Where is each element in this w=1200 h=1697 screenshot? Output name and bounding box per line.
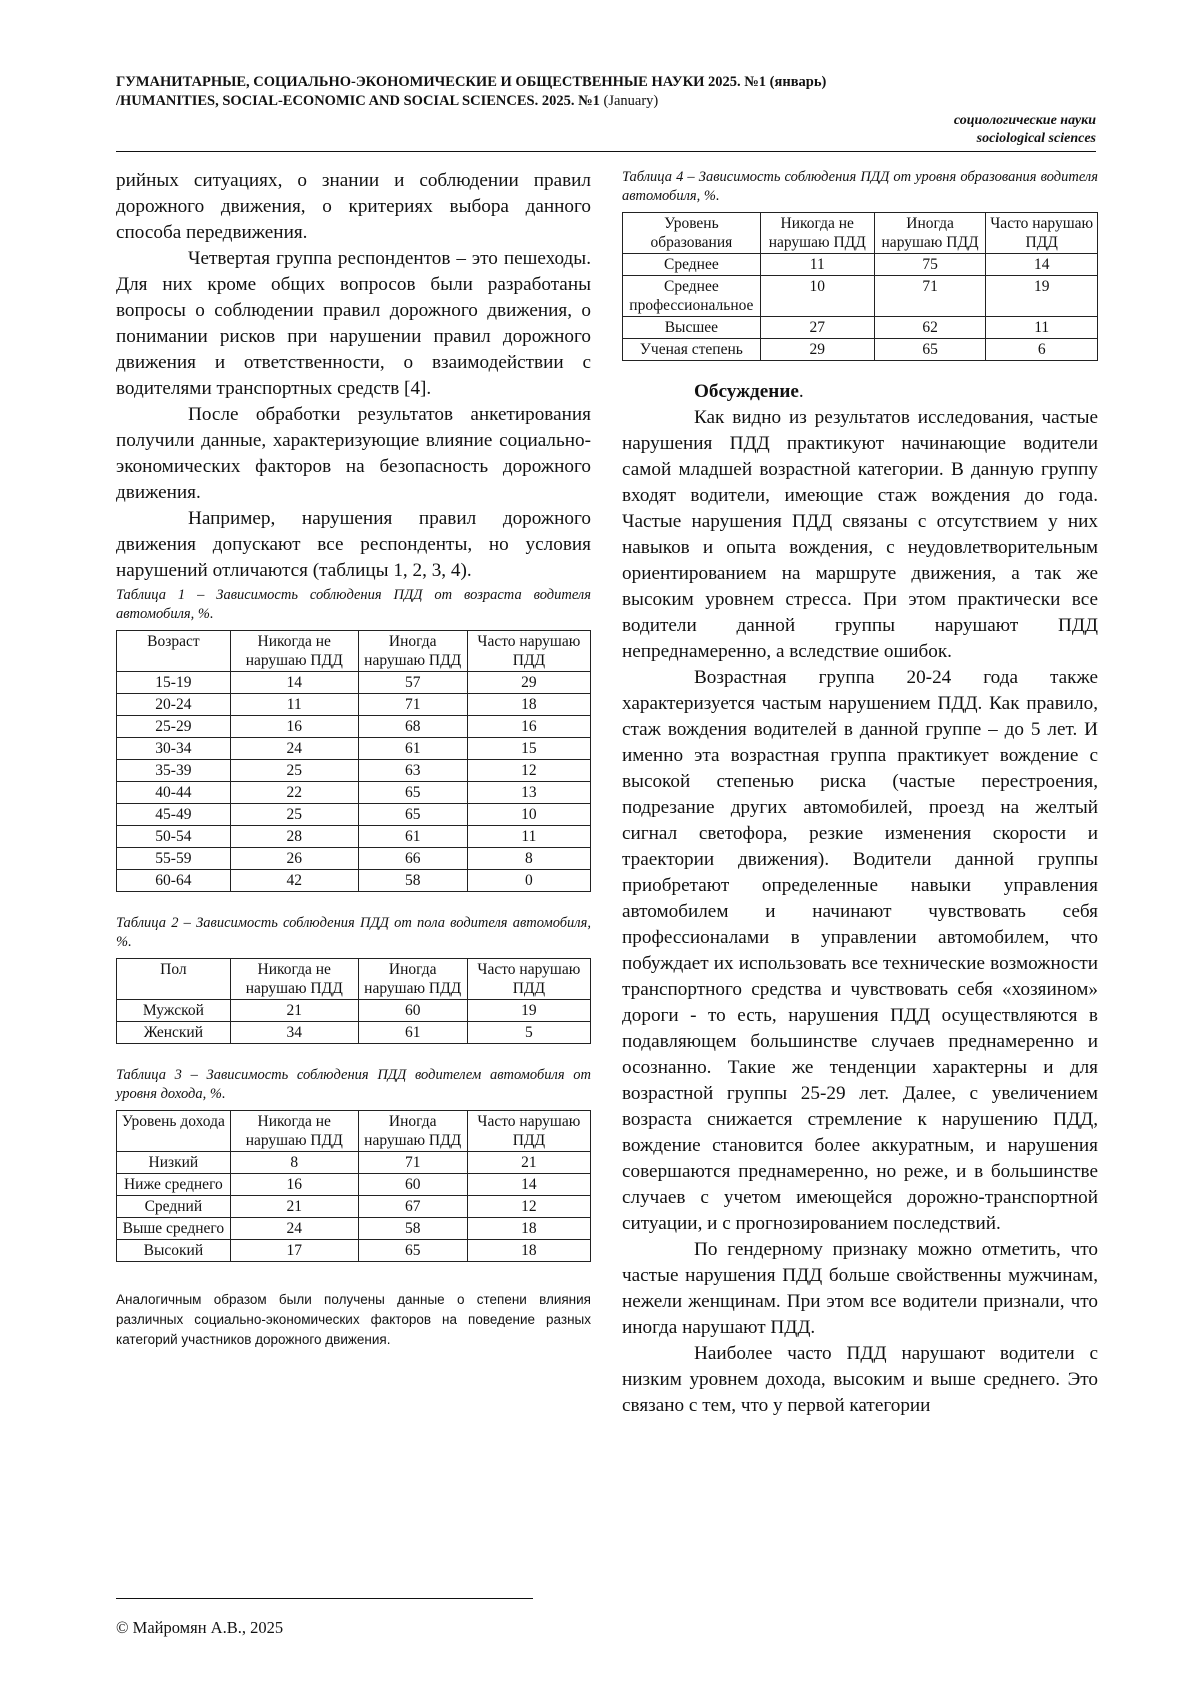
table1-cell: 71: [358, 694, 467, 716]
table2-cell: 21: [230, 1000, 358, 1022]
table1-cell: 45-49: [117, 804, 231, 826]
table2-header-cell: Часто нарушаю ПДД: [467, 959, 590, 1000]
table3-row: [117, 1218, 591, 1240]
journal-title-en-main: /HUMANITIES, SOCIAL-ECONOMIC AND SOCIAL SCIENCES. 2025. №1: [116, 93, 600, 109]
footnote-divider: [116, 1598, 533, 1599]
table4-cell: 11: [760, 254, 874, 276]
table1-header-cell: Возраст: [117, 631, 231, 672]
table1-cell: 25-29: [117, 716, 231, 738]
discussion-heading-dot: .: [798, 381, 804, 402]
right-column: [622, 168, 1098, 1419]
table1-cell: 15-19: [117, 672, 231, 694]
table1-cell: 57: [358, 672, 467, 694]
table4-cell: 10: [760, 276, 874, 317]
table2-cell: Женский: [117, 1022, 231, 1044]
table1-cell: 61: [358, 738, 467, 760]
subject-ru: социологические науки: [953, 113, 1096, 128]
subject-label: [954, 112, 1096, 148]
table1-body: [117, 672, 591, 892]
table1-cell: 60-64: [117, 870, 231, 892]
table4-header-cell: Никогда не нарушаю ПДД: [760, 213, 874, 254]
right-paragraph-3: По гендерному признаку можно отметить, что частые нарушения ПДД больше свойственны мужчинам, нежели женщинам. При этом все водители признали, что иногда нарушают ПДД.: [622, 1239, 1098, 1338]
table3-cell: Высокий: [117, 1240, 231, 1262]
table1-cell: 35-39: [117, 760, 231, 782]
table1-cell: 16: [467, 716, 590, 738]
table1-cell: 22: [230, 782, 358, 804]
table3: [116, 1110, 591, 1262]
table3-cell: Ниже среднего: [117, 1174, 231, 1196]
table1-cell: 58: [358, 870, 467, 892]
table4-row: [623, 254, 1098, 276]
table3-cell: 71: [358, 1152, 467, 1174]
discussion-heading: [622, 379, 1098, 405]
table3-cell: 21: [230, 1196, 358, 1218]
table4-caption: Таблица 4 – Зависимость соблюдения ПДД от уровня образования водителя автомобиля, %.: [622, 169, 1098, 204]
table4-row: [623, 339, 1098, 361]
table3-cell: 65: [358, 1240, 467, 1262]
table2-row: [117, 1022, 591, 1044]
table4-cell: Ученая степень: [623, 339, 761, 361]
table4-cell: Высшее: [623, 317, 761, 339]
table3-cell: 60: [358, 1174, 467, 1196]
table3-cell: 12: [467, 1196, 590, 1218]
table1-cell: 26: [230, 848, 358, 870]
table1-cell: 20-24: [117, 694, 231, 716]
left-paragraph-3: После обработки результатов анкетирования получили данные, характеризующие влияние социально-экономических факторов на безопасность дорожного движения.: [116, 404, 591, 503]
table1-cell: 65: [358, 804, 467, 826]
table1-header-cell: Часто нарушаю ПДД: [467, 631, 590, 672]
table3-header: [117, 1111, 591, 1152]
table1-cell: 16: [230, 716, 358, 738]
table1-cell: 68: [358, 716, 467, 738]
table3-row: [117, 1174, 591, 1196]
table4-row: [623, 276, 1098, 317]
journal-header: [116, 73, 1096, 111]
table2-header-cell: Иногда нарушаю ПДД: [358, 959, 467, 1000]
table2: [116, 958, 591, 1044]
table3-cell: 17: [230, 1240, 358, 1262]
table3-header-cell: Иногда нарушаю ПДД: [358, 1111, 467, 1152]
table2-cell: 34: [230, 1022, 358, 1044]
table3-header-cell: Часто нарушаю ПДД: [467, 1111, 590, 1152]
table1-cell: 10: [467, 804, 590, 826]
table2-header-cell: Пол: [117, 959, 231, 1000]
table4-cell: 27: [760, 317, 874, 339]
table3-cell: 18: [467, 1240, 590, 1262]
table1-cell: 15: [467, 738, 590, 760]
right-paragraph-4: Наиболее часто ПДД нарушают водители с низким уровнем дохода, высоким и выше среднего. Это связано с тем, что у первой категории: [622, 1343, 1098, 1416]
table2-row: [117, 1000, 591, 1022]
table1-row: [117, 826, 591, 848]
table1-row: [117, 848, 591, 870]
table4-cell: 19: [986, 276, 1098, 317]
table1-cell: 25: [230, 760, 358, 782]
left-paragraph-1: рийных ситуациях, о знании и соблюдении правил дорожного движения, о критериях выбора данного способа передвижения.: [116, 170, 591, 243]
table1-header-cell: Иногда нарушаю ПДД: [358, 631, 467, 672]
table4-cell: 29: [760, 339, 874, 361]
table1-caption: Таблица 1 – Зависимость соблюдения ПДД от возраста водителя автомобиля, %.: [116, 587, 591, 622]
table3-caption: Таблица 3 – Зависимость соблюдения ПДД водителем автомобиля от уровня дохода, %.: [116, 1067, 591, 1102]
table1-cell: 18: [467, 694, 590, 716]
table1-cell: 12: [467, 760, 590, 782]
table4-cell: Среднее профессиональное: [623, 276, 761, 317]
table1-row: [117, 760, 591, 782]
table3-header-cell: Уровень дохода: [117, 1111, 231, 1152]
table1-row: [117, 694, 591, 716]
table1-row: [117, 672, 591, 694]
table3-cell: 8: [230, 1152, 358, 1174]
table1-cell: 30-34: [117, 738, 231, 760]
table1-header-cell: Никогда не нарушаю ПДД: [230, 631, 358, 672]
table1-cell: 25: [230, 804, 358, 826]
table3-cell: 21: [467, 1152, 590, 1174]
table4-row: [623, 317, 1098, 339]
table2-header: [117, 959, 591, 1000]
table4-header-cell: Часто нарушаю ПДД: [986, 213, 1098, 254]
table4-cell: Среднее: [623, 254, 761, 276]
left-column: [116, 168, 591, 1350]
table4-header-cell: Уровень образования: [623, 213, 761, 254]
journal-title-en: [116, 92, 1096, 111]
table3-cell: Низкий: [117, 1152, 231, 1174]
table3-header-cell: Никогда не нарушаю ПДД: [230, 1111, 358, 1152]
table4-cell: 65: [874, 339, 986, 361]
right-paragraph-1: Как видно из результатов исследования, частые нарушения ПДД практикуют начинающие водители самой младшей возрастной категории. В данную группу входят водители, имеющие стаж вождения до года. Частые нарушения ПДД связаны с отсутствием у них навыков и опыта вождения, с неудовлетворительным ориентированием на маршруте движения, а так же высоким уровнем стресса. При этом практически все водители данной группы нарушают ПДД непреднамеренно, а вследствие ошибок.: [622, 407, 1098, 662]
table3-cell: 14: [467, 1174, 590, 1196]
header-divider: [116, 151, 1096, 152]
journal-title-en-issue: (January): [603, 93, 659, 109]
table3-cell: Выше среднего: [117, 1218, 231, 1240]
table3-row: [117, 1152, 591, 1174]
journal-title-ru: ГУМАНИТАРНЫЕ, СОЦИАЛЬНО-ЭКОНОМИЧЕСКИЕ И ОБЩЕСТВЕННЫЕ НАУКИ 2025. №1 (январь): [116, 74, 827, 90]
table2-body: [117, 1000, 591, 1044]
table2-cell: Мужской: [117, 1000, 231, 1022]
table1-cell: 11: [467, 826, 590, 848]
table4-cell: 62: [874, 317, 986, 339]
table3-cell: 24: [230, 1218, 358, 1240]
table1-row: [117, 804, 591, 826]
subject-en: sociological sciences: [976, 131, 1096, 146]
table4-cell: 6: [986, 339, 1098, 361]
table1-cell: 66: [358, 848, 467, 870]
table1-cell: 40-44: [117, 782, 231, 804]
table3-cell: 16: [230, 1174, 358, 1196]
table3-cell: 67: [358, 1196, 467, 1218]
right-paragraph-2: Возрастная группа 20-24 года также характеризуется частым нарушением ПДД. Как правило, стаж вождения водителей в данной группе – до 5 лет. И именно эта возрастная группа практикует вождение с высокой степенью риска (частые перестроения, подрезание других автомобилей, проезд на желтый сигнал светофора, резкие изменения скорости и траектории движения). Водители данной группы приобретают определенные навыки управления автомобилем и начинают чувствовать себя профессионалами в управлении автомобилем, что побуждает их использовать все технические возможности транспортного средства и чувствовать себя «хозяином» дороги - то есть, нарушения ПДД осуществляются в подавляющем большинстве случаев преднамеренно и осознанно. Такие же тенденции характерны и для возрастной группы 25-29 лет. Далее, с увеличением возраста снижается стремление к нарушению ПДД, вождение становится более аккуратным, и нарушения совершаются преднамеренно, но реже, и в большинстве случаев с учетом имеющейся дорожно-транспортной ситуации, и с прогнозированием последствий.: [622, 667, 1098, 1234]
table2-cell: 61: [358, 1022, 467, 1044]
table3-cell: Средний: [117, 1196, 231, 1218]
table1-cell: 65: [358, 782, 467, 804]
table1-row: [117, 738, 591, 760]
table1-cell: 8: [467, 848, 590, 870]
table3-row: [117, 1240, 591, 1262]
discussion-heading-text: Обсуждение: [694, 381, 799, 402]
left-paragraph-4: Например, нарушения правил дорожного движения допускают все респонденты, но условия нарушений отличаются (таблицы 1, 2, 3, 4).: [116, 508, 591, 581]
table1-row: [117, 716, 591, 738]
table1-cell: 42: [230, 870, 358, 892]
table4-cell: 71: [874, 276, 986, 317]
table4-cell: 75: [874, 254, 986, 276]
table4-body: [623, 254, 1098, 361]
table4: [622, 212, 1098, 361]
note-paragraph: Аналогичным образом были получены данные о степени влияния различных социально-экономических факторов на поведение разных категорий участников дорожного движения.: [116, 1292, 591, 1347]
table1-cell: 55-59: [117, 848, 231, 870]
table3-row: [117, 1196, 591, 1218]
table1-cell: 63: [358, 760, 467, 782]
table4-header-cell: Иногда нарушаю ПДД: [874, 213, 986, 254]
table2-caption: Таблица 2 – Зависимость соблюдения ПДД от пола водителя автомобиля, %.: [116, 915, 591, 950]
left-paragraph-2: Четвертая группа респондентов – это пешеходы. Для них кроме общих вопросов были разработаны вопросы о соблюдении правил дорожного движения, о понимании рисков при нарушении правил дорожного движения и ответственности, о взаимодействии с водителями транспортных средств [4].: [116, 248, 591, 399]
table2-cell: 5: [467, 1022, 590, 1044]
table1-row: [117, 870, 591, 892]
table1-cell: 13: [467, 782, 590, 804]
table2-header-cell: Никогда не нарушаю ПДД: [230, 959, 358, 1000]
table4-cell: 11: [986, 317, 1098, 339]
copyright: © Майромян А.В., 2025: [116, 1618, 284, 1637]
table3-cell: 18: [467, 1218, 590, 1240]
table1-cell: 29: [467, 672, 590, 694]
table1-cell: 50-54: [117, 826, 231, 848]
table4-cell: 14: [986, 254, 1098, 276]
table1-cell: 0: [467, 870, 590, 892]
table1-cell: 61: [358, 826, 467, 848]
table1-row: [117, 782, 591, 804]
table1-cell: 28: [230, 826, 358, 848]
table2-cell: 60: [358, 1000, 467, 1022]
table1-cell: 11: [230, 694, 358, 716]
table1-cell: 14: [230, 672, 358, 694]
table1: [116, 630, 591, 892]
table1-header: [117, 631, 591, 672]
table2-cell: 19: [467, 1000, 590, 1022]
table1-cell: 24: [230, 738, 358, 760]
table4-header: [623, 213, 1098, 254]
table3-body: [117, 1152, 591, 1262]
table3-cell: 58: [358, 1218, 467, 1240]
